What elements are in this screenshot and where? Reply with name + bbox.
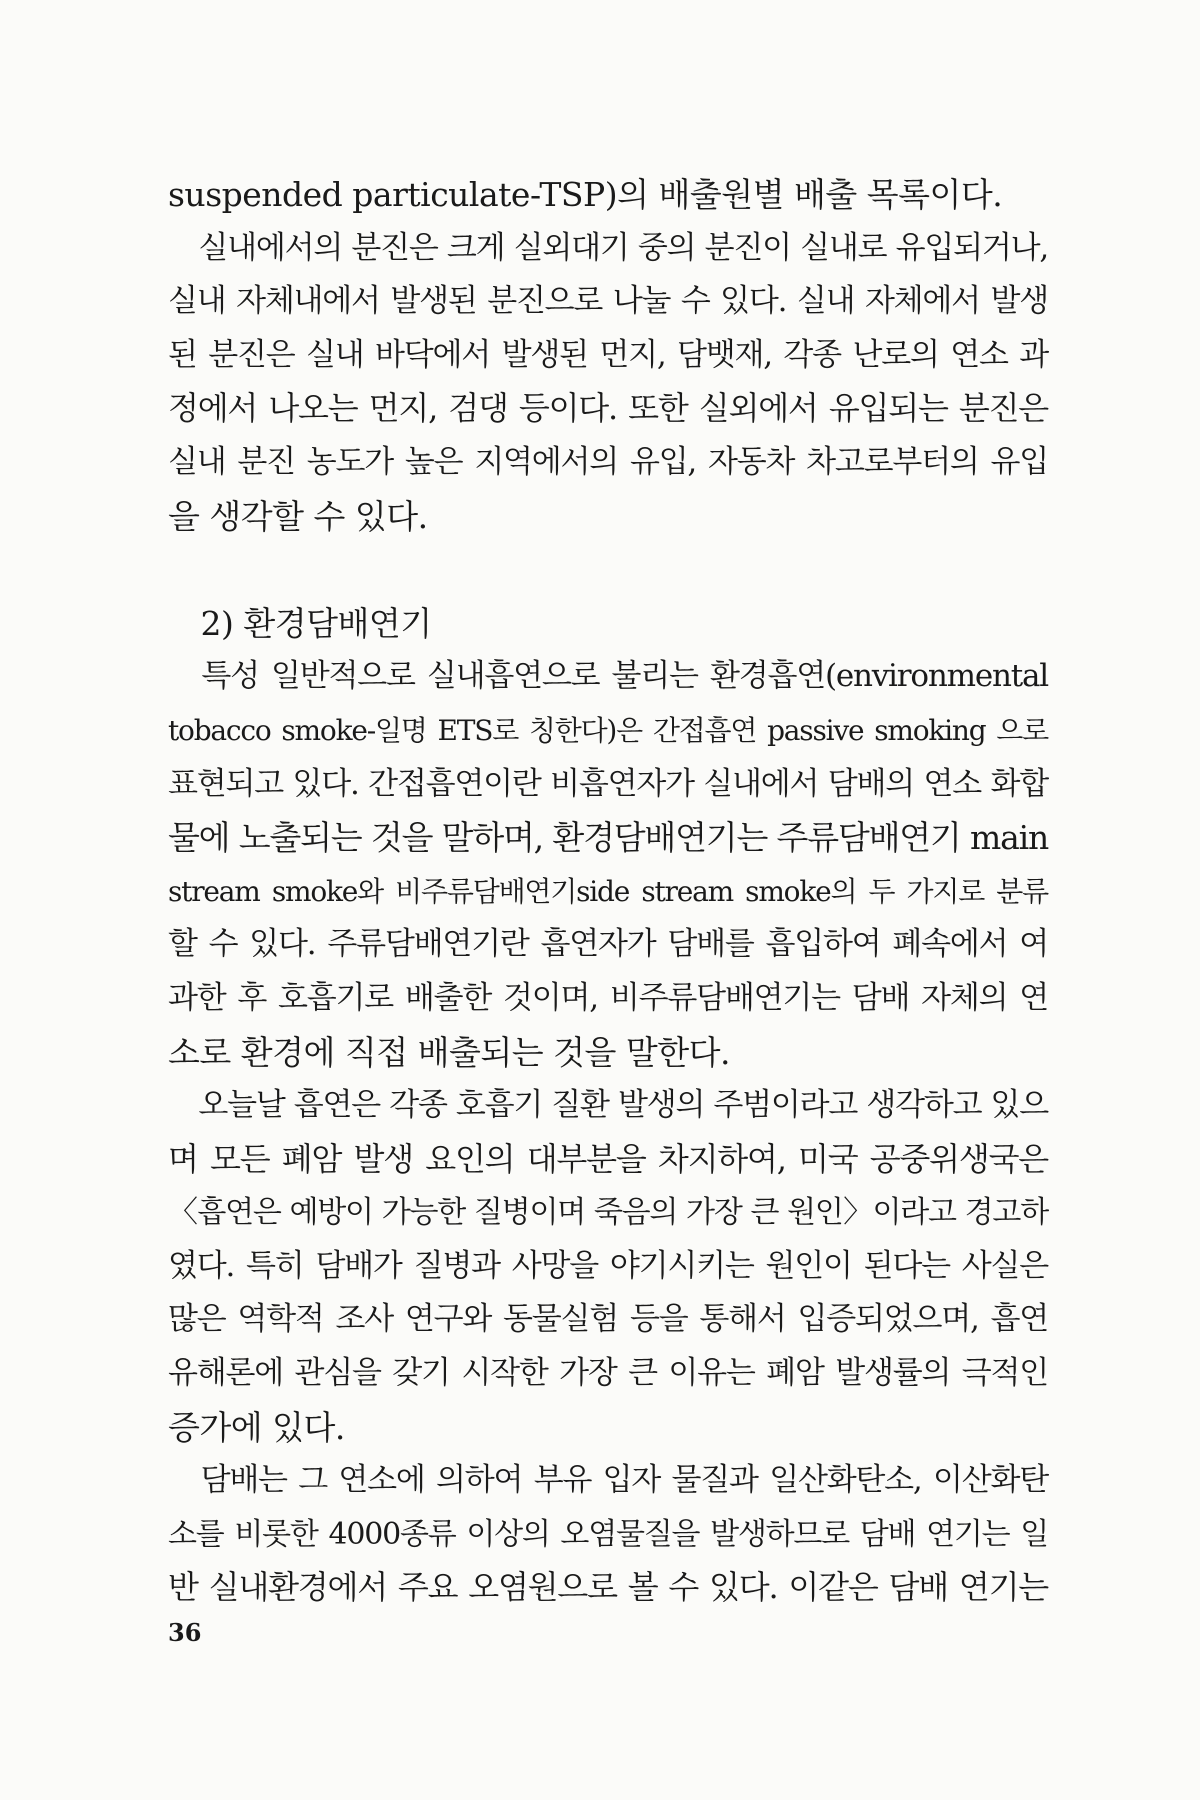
text-line: 소를 비롯한 4000종류 이상의 오염물질을 발생하므로 담배 연기는 일 [168, 1516, 1048, 1552]
text-line: 증가에 있다. [168, 1407, 345, 1447]
text-line: 할 수 있다. 주류담배연기란 흡연자가 담배를 흡입하여 폐속에서 여 [168, 926, 1048, 963]
text-line: 반 실내환경에서 주요 오염원으로 볼 수 있다. 이같은 담배 연기는 [168, 1568, 1048, 1607]
text-line: 실내에서의 분진은 크게 실외대기 중의 분진이 실내로 유입되거나, [168, 229, 1048, 266]
text-line: 물에 노출되는 것을 말하며, 환경담배연기는 주류담배연기 main [168, 818, 1048, 858]
section-heading: 2) 환경담배연기 [168, 603, 432, 643]
text-line: 실내 자체내에서 발생된 분진으로 나눌 수 있다. 실내 자체에서 발생 [168, 283, 1048, 320]
text-line: suspended particulate-TSP)의 배출원별 배출 목록이다. [168, 175, 1003, 214]
text-line: 과한 후 호흡기로 배출한 것이며, 비주류담배연기는 담배 자체의 연 [168, 979, 1048, 1016]
text-line: 된 분진은 실내 바닥에서 발생된 먼지, 담뱃재, 각종 난로의 연소 과 [168, 336, 1048, 373]
text-line: 특성 일반적으로 실내흡연으로 불리는 환경흡연(environmental [168, 658, 1048, 695]
text-line: 소로 환경에 직접 배출되는 것을 말한다. [168, 1032, 730, 1072]
paragraph-gap [168, 543, 1048, 597]
text-line: 였다. 특히 담배가 질병과 사망을 야기시키는 원인이 된다는 사실은 [168, 1247, 1048, 1284]
text-line: stream smoke와 비주류담배연기side stream smoke의 두 가지로 분류 [168, 874, 1048, 908]
text-line: 표현되고 있다. 간접흡연이란 비흡연자가 실내에서 담배의 연소 화합 [168, 765, 1048, 802]
page-body [168, 168, 1048, 1615]
text-line: 많은 역학적 조사 연구와 동물실험 등을 통해서 입증되었으며, 흡연 [168, 1301, 1048, 1338]
text-line: 을 생각할 수 있다. [168, 496, 428, 536]
text-line: tobacco smoke-일명 ETS로 칭한다)은 간접흡연 passive smoking 으로 [168, 713, 1048, 747]
page-number: 36 [168, 1618, 202, 1647]
text-line: 담배는 그 연소에 의하여 부유 입자 물질과 일산화탄소, 이산화탄 [168, 1462, 1048, 1499]
text-line: 며 모든 폐암 발생 요인의 대부분을 차지하여, 미국 공중위생국은 [168, 1139, 1048, 1178]
text-line: 실내 분진 농도가 높은 지역에서의 유입, 자동차 차고로부터의 유입 [168, 443, 1048, 480]
text-line: 〈흡연은 예방이 가능한 질병이며 죽음의 가장 큰 원인〉이라고 경고하 [168, 1195, 1048, 1231]
text-line: 정에서 나오는 먼지, 검댕 등이다. 또한 실외에서 유입되는 분진은 [168, 389, 1048, 428]
text-line: 유해론에 관심을 갖기 시작한 가장 큰 이유는 폐암 발생률의 극적인 [168, 1355, 1048, 1392]
text-line: 오늘날 흡연은 각종 호흡기 질환 발생의 주범이라고 생각하고 있으 [168, 1087, 1048, 1124]
